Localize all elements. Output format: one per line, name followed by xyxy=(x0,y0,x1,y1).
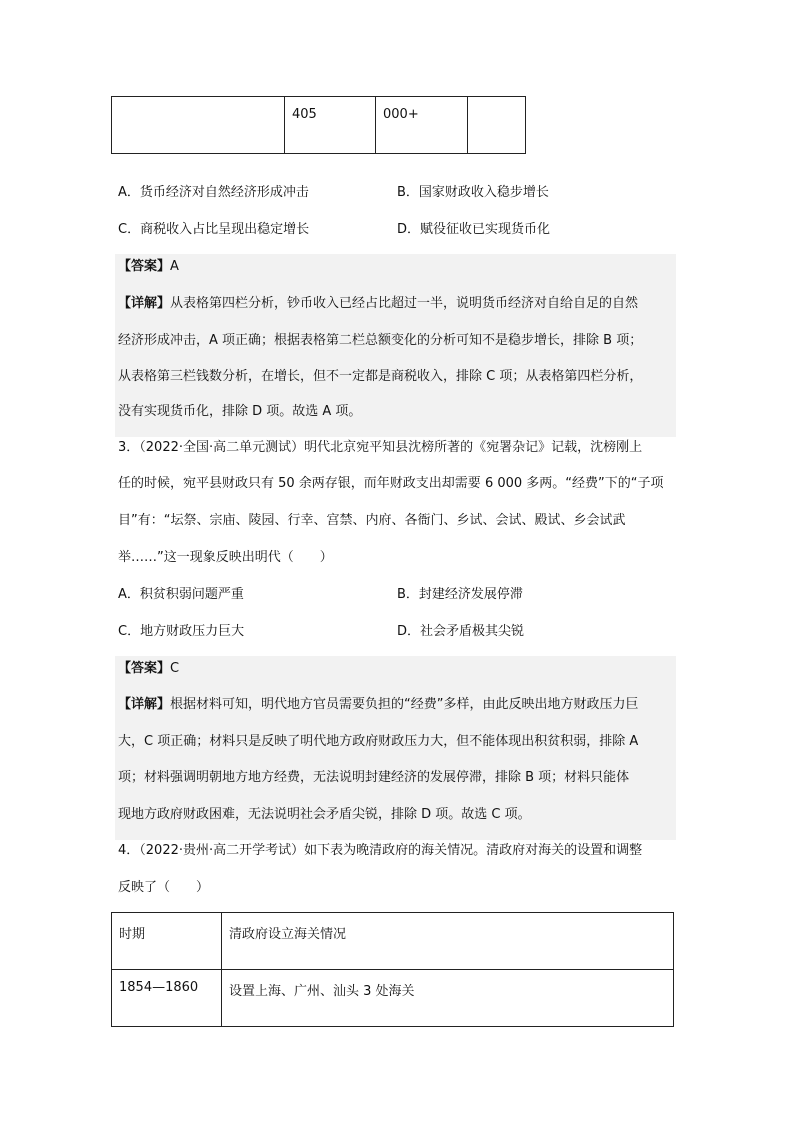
option-b: B．封建经济发展停滞 xyxy=(397,587,523,602)
table-cell: 设置上海、广州、汕头 3 处海关 xyxy=(222,970,674,1027)
detail-line: 【详解】根据材料可知，明代地方官员需要负担的“经费”多样，由此反映出地方财政压力巨 xyxy=(118,697,639,712)
answer-value: A xyxy=(170,259,179,274)
detail-line: 现地方政府财政困难，无法说明社会矛盾尖锐，排除 D 项。故选 C 项。 xyxy=(118,807,531,822)
answer-line xyxy=(118,259,179,275)
detail-line: 【详解】从表格第四栏分析，钞币收入已经占比超过一半，说明货币经济对自给自足的自然 xyxy=(118,296,639,311)
question-stem: 4．（2022·贵州·高二开学考试）如下表为晚清政府的海关情况。清政府对海关的设置和调整 xyxy=(118,843,643,858)
question-stem: 3．（2022·全国·高二单元测试）明代北京宛平知县沈榜所著的《宛署杂记》记载，沈榜刚上 xyxy=(118,440,643,455)
question-stem: 任的时候，宛平县财政只有 50 余两存银，而年财政支出却需要 6 000 多两。“经费”下的“子项 xyxy=(118,476,664,491)
question-stem: 目”有：“坛祭、宗庙、陵园、行幸、宫禁、内府、各衙门、乡试、会试、殿试、乡会试武 xyxy=(118,513,626,528)
option-c: C．商税收入占比呈现出稳定增长 xyxy=(118,222,310,237)
option-a: A．货币经济对自然经济形成冲击 xyxy=(118,185,309,200)
option-c: C．地方财政压力巨大 xyxy=(118,624,245,639)
detail-line: 没有实现货币化，排除 D 项。故选 A 项。 xyxy=(118,404,362,419)
table-cell: 1854—1860 xyxy=(112,970,222,1027)
table-row xyxy=(112,913,674,970)
table-row xyxy=(112,970,674,1027)
table-cell: 405 xyxy=(285,97,376,154)
table-header: 时期 xyxy=(112,913,222,970)
table-row xyxy=(112,97,526,154)
detail-label: 【详解】 xyxy=(118,697,171,712)
option-a: A．积贫积弱问题严重 xyxy=(118,587,244,602)
answer-label: 【答案】 xyxy=(118,661,171,676)
answer-line xyxy=(118,661,179,677)
option-b: B．国家财政收入稳步增长 xyxy=(397,185,549,200)
top-table xyxy=(111,96,526,154)
table-cell xyxy=(468,97,526,154)
detail-line: 从表格第三栏钱数分析，在增长，但不一定都是商税收入，排除 C 项；从表格第四栏分析， xyxy=(118,369,643,384)
table-cell xyxy=(112,97,285,154)
table-header: 清政府设立海关情况 xyxy=(222,913,674,970)
detail-line: 大，C 项正确；材料只是反映了明代地方政府财政压力大，但不能体现出积贫积弱，排除 A xyxy=(118,734,639,749)
option-d: D．赋役征收已实现货币化 xyxy=(397,222,551,237)
detail-line: 项；材料强调明朝地方地方经费，无法说明封建经济的发展停滞，排除 B 项；材料只能体 xyxy=(118,770,630,785)
customs-table xyxy=(111,912,674,1027)
question-stem: 举……”这一现象反映出明代（ ） xyxy=(118,550,333,565)
detail-label: 【详解】 xyxy=(118,296,171,311)
option-d: D．社会矛盾极其尖锐 xyxy=(397,624,525,639)
detail-line: 经济形成冲击，A 项正确；根据表格第二栏总额变化的分析可知不是稳步增长，排除 B 项； xyxy=(118,333,643,348)
table-cell: 000+ xyxy=(376,97,468,154)
answer-label: 【答案】 xyxy=(118,259,171,274)
answer-value: C xyxy=(170,661,180,676)
question-stem: 反映了（ ） xyxy=(118,880,210,895)
